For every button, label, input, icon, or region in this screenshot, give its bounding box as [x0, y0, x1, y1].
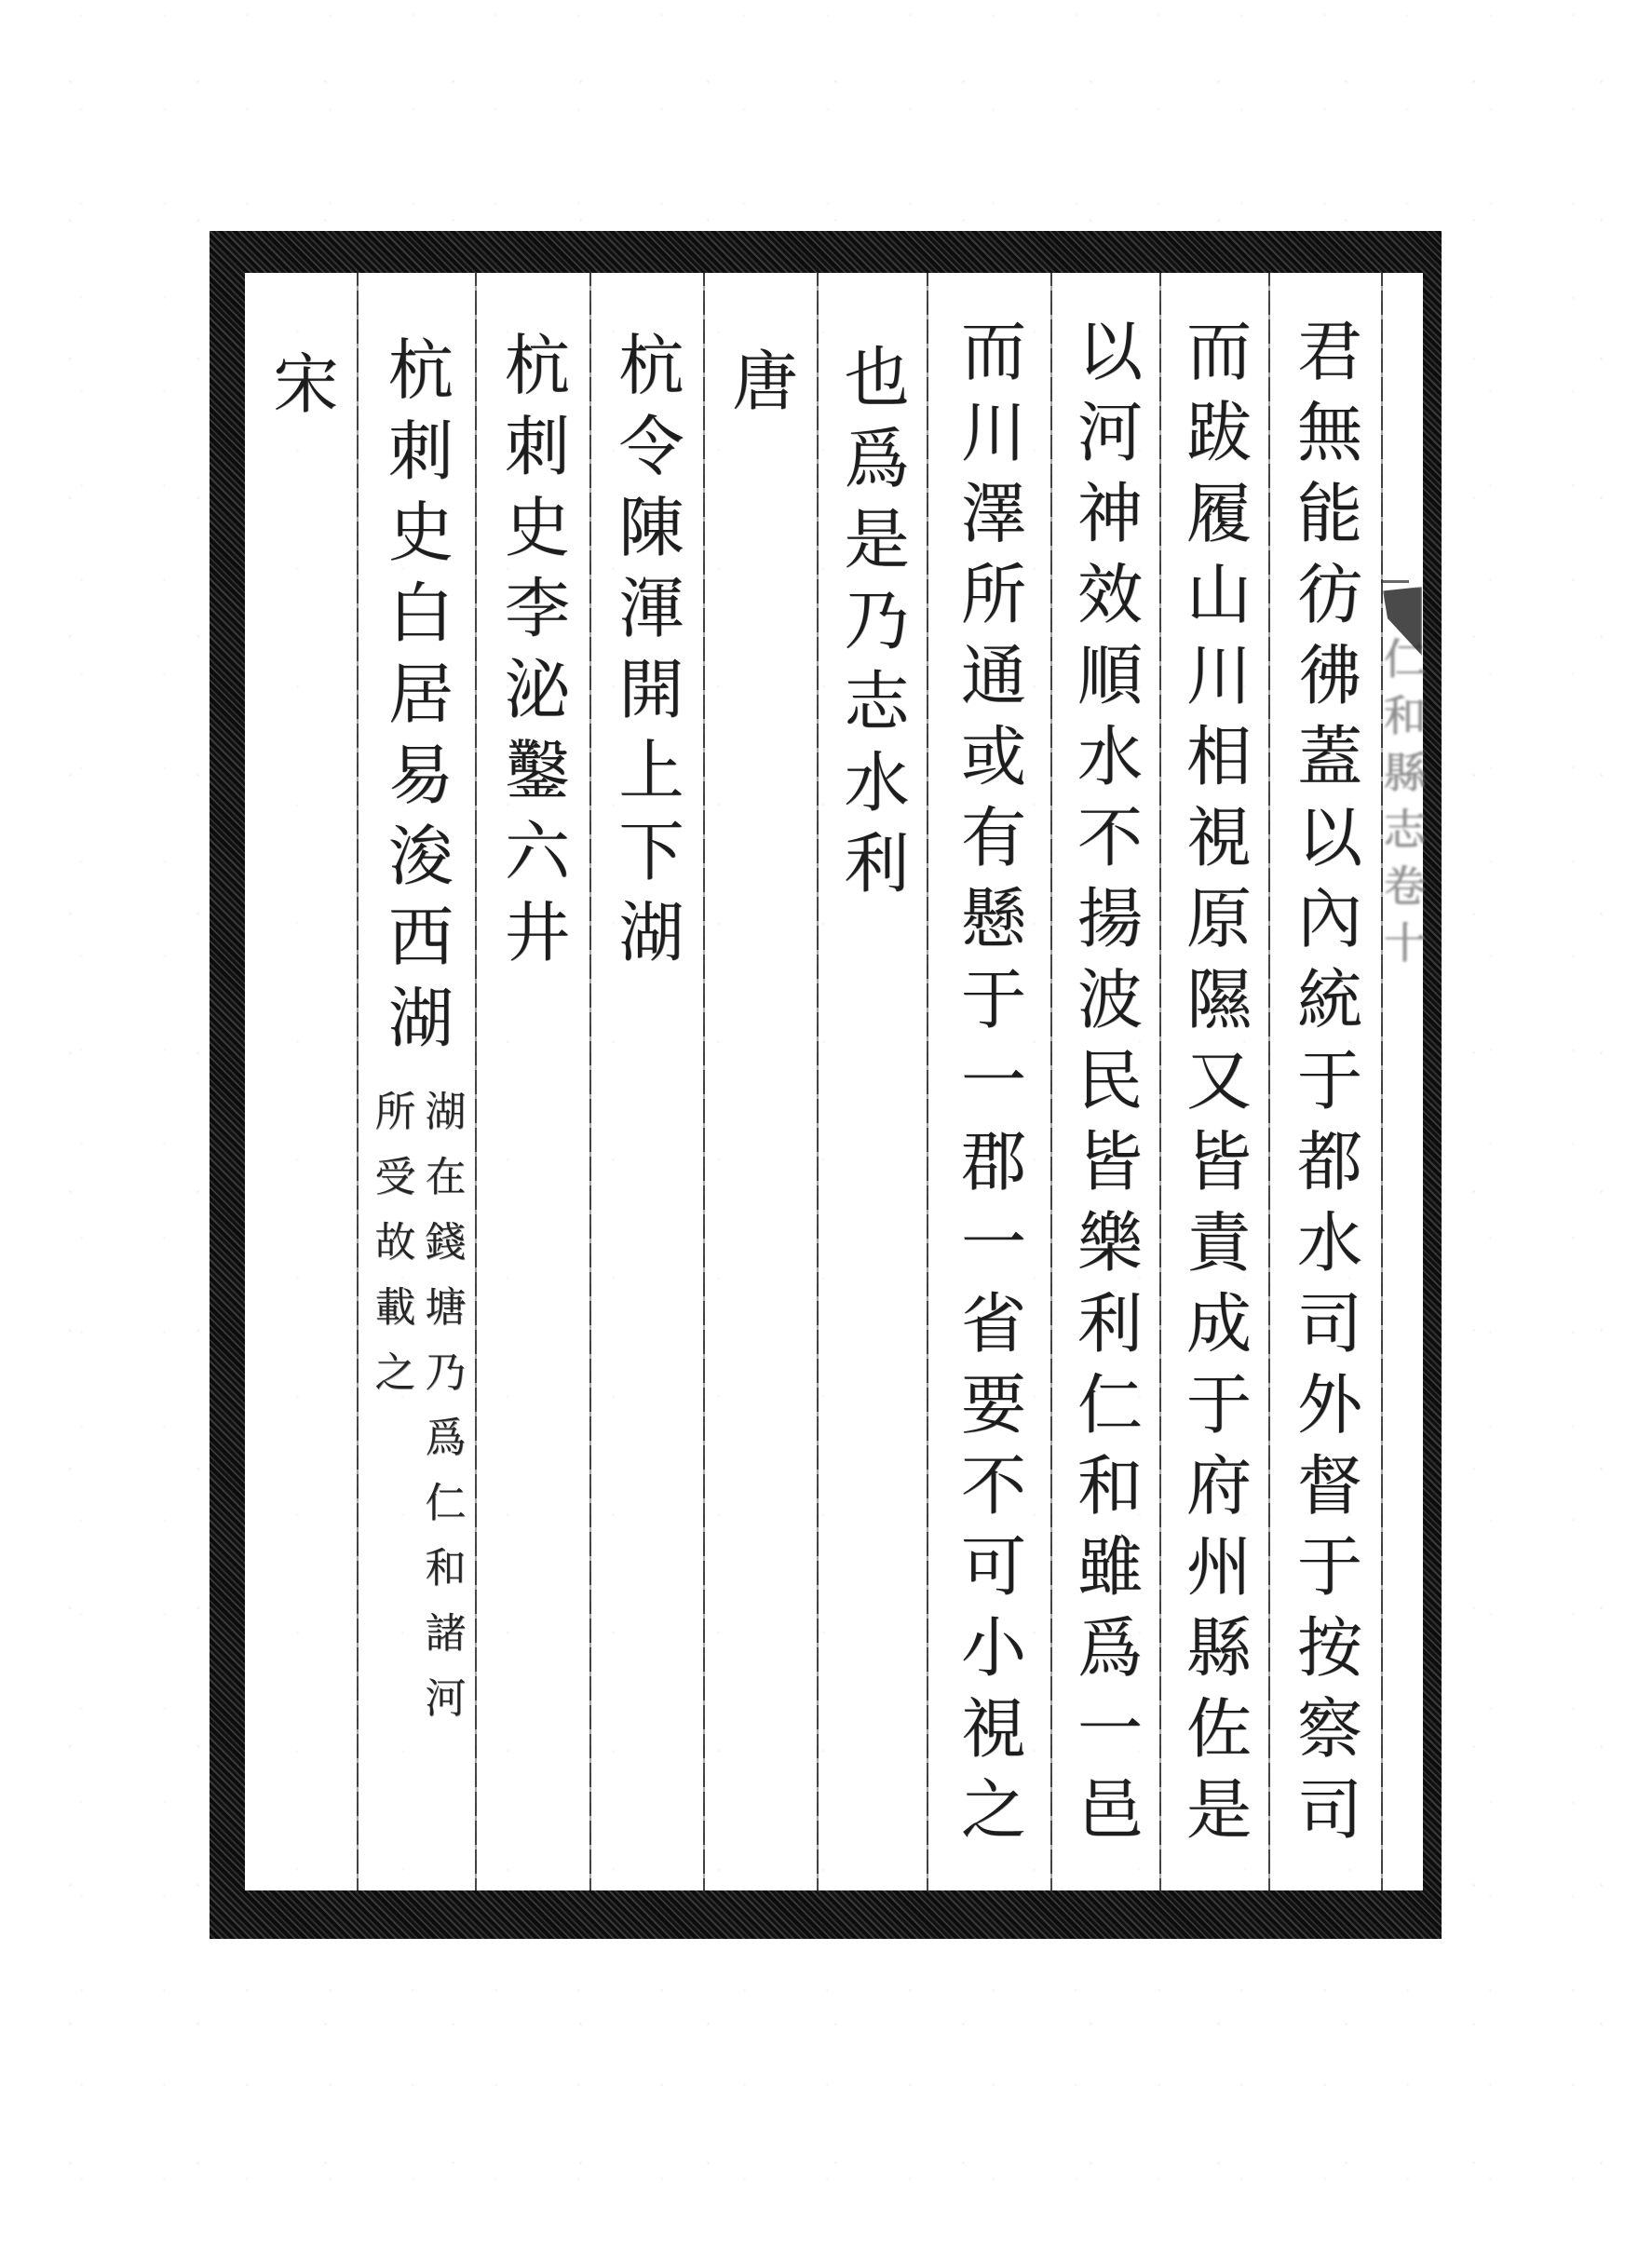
page-interior: [245, 273, 1428, 1890]
text-column-9: [357, 273, 475, 1890]
gutter-title-text: 仁和縣志卷十: [1376, 636, 1428, 977]
text-column-4: [927, 273, 1050, 1890]
text-column-7: [589, 273, 703, 1890]
column-text: 君無能彷彿蓋以內統于都水司外督于按察司: [1286, 317, 1363, 1856]
column-text: 以河神效順水不揚波民皆樂利仁和雖爲一邑: [1066, 317, 1144, 1856]
note-left-text: 所受故載之: [367, 1090, 415, 1416]
column-text: 杭令陳渾開上下湖: [608, 331, 684, 979]
column-text: 杭刺史李泌鑿六井: [494, 331, 571, 979]
text-column-3: [1050, 273, 1159, 1890]
gutter-tick-mark: [1381, 580, 1409, 583]
text-column-2: [1159, 273, 1268, 1890]
interlinear-note: [357, 1090, 475, 1741]
column-text: 而跋履山川相視原隰又皆責成于府州縣佐是: [1175, 317, 1253, 1856]
column-text: 也爲是乃志水利: [833, 343, 910, 910]
heading-text: 唐: [722, 346, 798, 427]
page-border-frame: [210, 231, 1442, 1939]
text-column-8: [475, 273, 589, 1890]
column-text: 杭刺史白居易浚西湖: [377, 335, 454, 1064]
text-column-5: [817, 273, 927, 1890]
column-text: 而川澤所通或有懸于一郡一省要不可小視之: [950, 317, 1027, 1856]
heading-text: 宋: [263, 349, 339, 430]
section-heading-tang: [703, 273, 817, 1890]
text-column-1: [1268, 273, 1381, 1890]
section-heading-song: [245, 273, 357, 1890]
note-right-text: 湖在錢塘乃爲仁和諸河: [417, 1090, 466, 1741]
gutter-column: [1376, 273, 1428, 1890]
